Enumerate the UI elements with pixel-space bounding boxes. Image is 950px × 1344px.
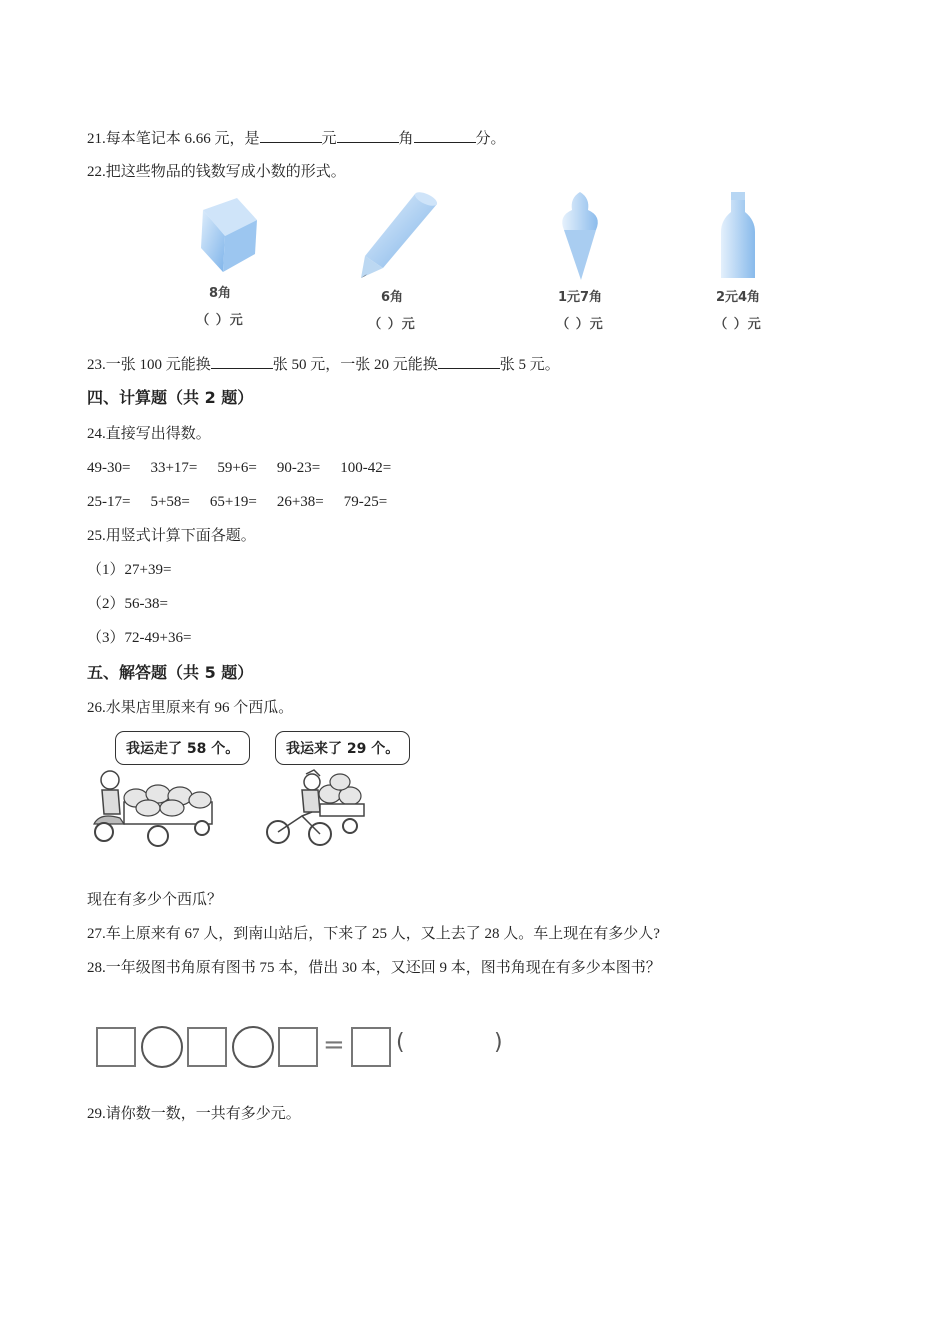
item-ice-cream <box>510 190 650 332</box>
calc-item: 49-30= <box>87 460 131 476</box>
item-eraser <box>150 190 290 328</box>
tricycle-cart-icon <box>90 768 230 852</box>
unit-yuan: 元 <box>321 131 337 147</box>
section-5-title: 五、解答题（共 5 题） <box>87 663 254 682</box>
result-box[interactable] <box>351 1027 391 1067</box>
number-box[interactable] <box>96 1027 136 1067</box>
q26-question: 现在有多少个西瓜？ <box>87 892 223 908</box>
price-label: 2元4角 <box>715 290 761 305</box>
calc-item: 79-25= <box>343 494 388 510</box>
q23-text: 张 5 元。 <box>499 357 560 373</box>
number-box[interactable] <box>187 1027 227 1067</box>
operator-circle[interactable] <box>141 1026 183 1068</box>
answer-blank[interactable] <box>211 354 273 369</box>
q21-text: 21.每本笔记本 6.66 元，是 <box>87 131 260 147</box>
q25-item-1: （1）27+39= <box>87 562 172 578</box>
bottle-icon <box>713 190 763 282</box>
answer-blank[interactable] <box>414 128 476 143</box>
question-26: 26.水果店里原来有 96 个西瓜。 <box>87 700 294 716</box>
speech-bubble-2: 我运来了 29 个。 <box>275 731 410 765</box>
speech-bubble-1: 我运走了 58 个。 <box>115 731 250 765</box>
calc-item: 25-17= <box>87 494 131 510</box>
section-4-title: 四、计算题（共 2 题） <box>87 388 254 407</box>
item-bottle <box>668 190 808 332</box>
item-pencil <box>322 190 462 332</box>
answer-blank[interactable] <box>260 128 322 143</box>
question-21 <box>87 128 506 149</box>
calc-row-2 <box>87 492 407 512</box>
q25-item-2: （2）56-38= <box>87 596 168 612</box>
number-box[interactable] <box>278 1027 318 1067</box>
calc-item: 90-23= <box>276 460 321 476</box>
question-22: 22.把这些物品的钱数写成小数的形式。 <box>87 164 346 180</box>
calc-row-1 <box>87 458 411 478</box>
unit-paren-open: ( <box>396 1030 405 1055</box>
price-label: 8角 <box>208 286 232 301</box>
answer-paren[interactable]: （ ）元 <box>556 317 604 332</box>
answer-blank[interactable] <box>337 128 399 143</box>
price-label: 1元7角 <box>557 290 603 305</box>
question-23 <box>87 354 560 375</box>
equals-sign: = <box>323 1030 345 1060</box>
calc-item: 65+19= <box>209 494 257 510</box>
question-28: 28.一年级图书角原有图书 75 本，借出 30 本，又还回 9 本，图书角现在有多少本图书？ <box>87 960 661 976</box>
eraser-icon <box>175 190 265 278</box>
unit-paren-close: ) <box>494 1030 503 1055</box>
answer-paren[interactable]: （ ）元 <box>196 313 244 328</box>
question-29: 29.请你数一数，一共有多少元。 <box>87 1106 301 1122</box>
calc-item: 33+17= <box>150 460 198 476</box>
q23-text: 23.一张 100 元能换 <box>87 357 211 373</box>
q23-text: 张 50 元，一张 20 元能换 <box>272 357 438 373</box>
calc-item: 59+6= <box>217 460 257 476</box>
calc-item: 26+38= <box>276 494 324 510</box>
price-label: 6角 <box>380 290 404 305</box>
answer-paren[interactable]: （ ）元 <box>714 317 762 332</box>
unit-jiao: 角 <box>398 131 414 147</box>
bicycle-cart-icon <box>262 768 372 854</box>
q25-item-3: （3）72-49+36= <box>87 630 192 646</box>
answer-paren[interactable]: （ ）元 <box>368 317 416 332</box>
calc-item: 100-42= <box>340 460 392 476</box>
calc-item: 5+58= <box>150 494 190 510</box>
ice-cream-icon <box>550 190 610 282</box>
answer-blank[interactable] <box>438 354 500 369</box>
pencil-icon <box>337 190 447 282</box>
question-27: 27.车上原来有 67 人，到南山站后，下来了 25 人，又上去了 28 人。车上现在有多少人? <box>87 926 660 942</box>
question-25: 25.用竖式计算下面各题。 <box>87 528 256 544</box>
operator-circle[interactable] <box>232 1026 274 1068</box>
question-24: 24.直接写出得数。 <box>87 426 211 442</box>
unit-fen: 分。 <box>475 131 506 147</box>
